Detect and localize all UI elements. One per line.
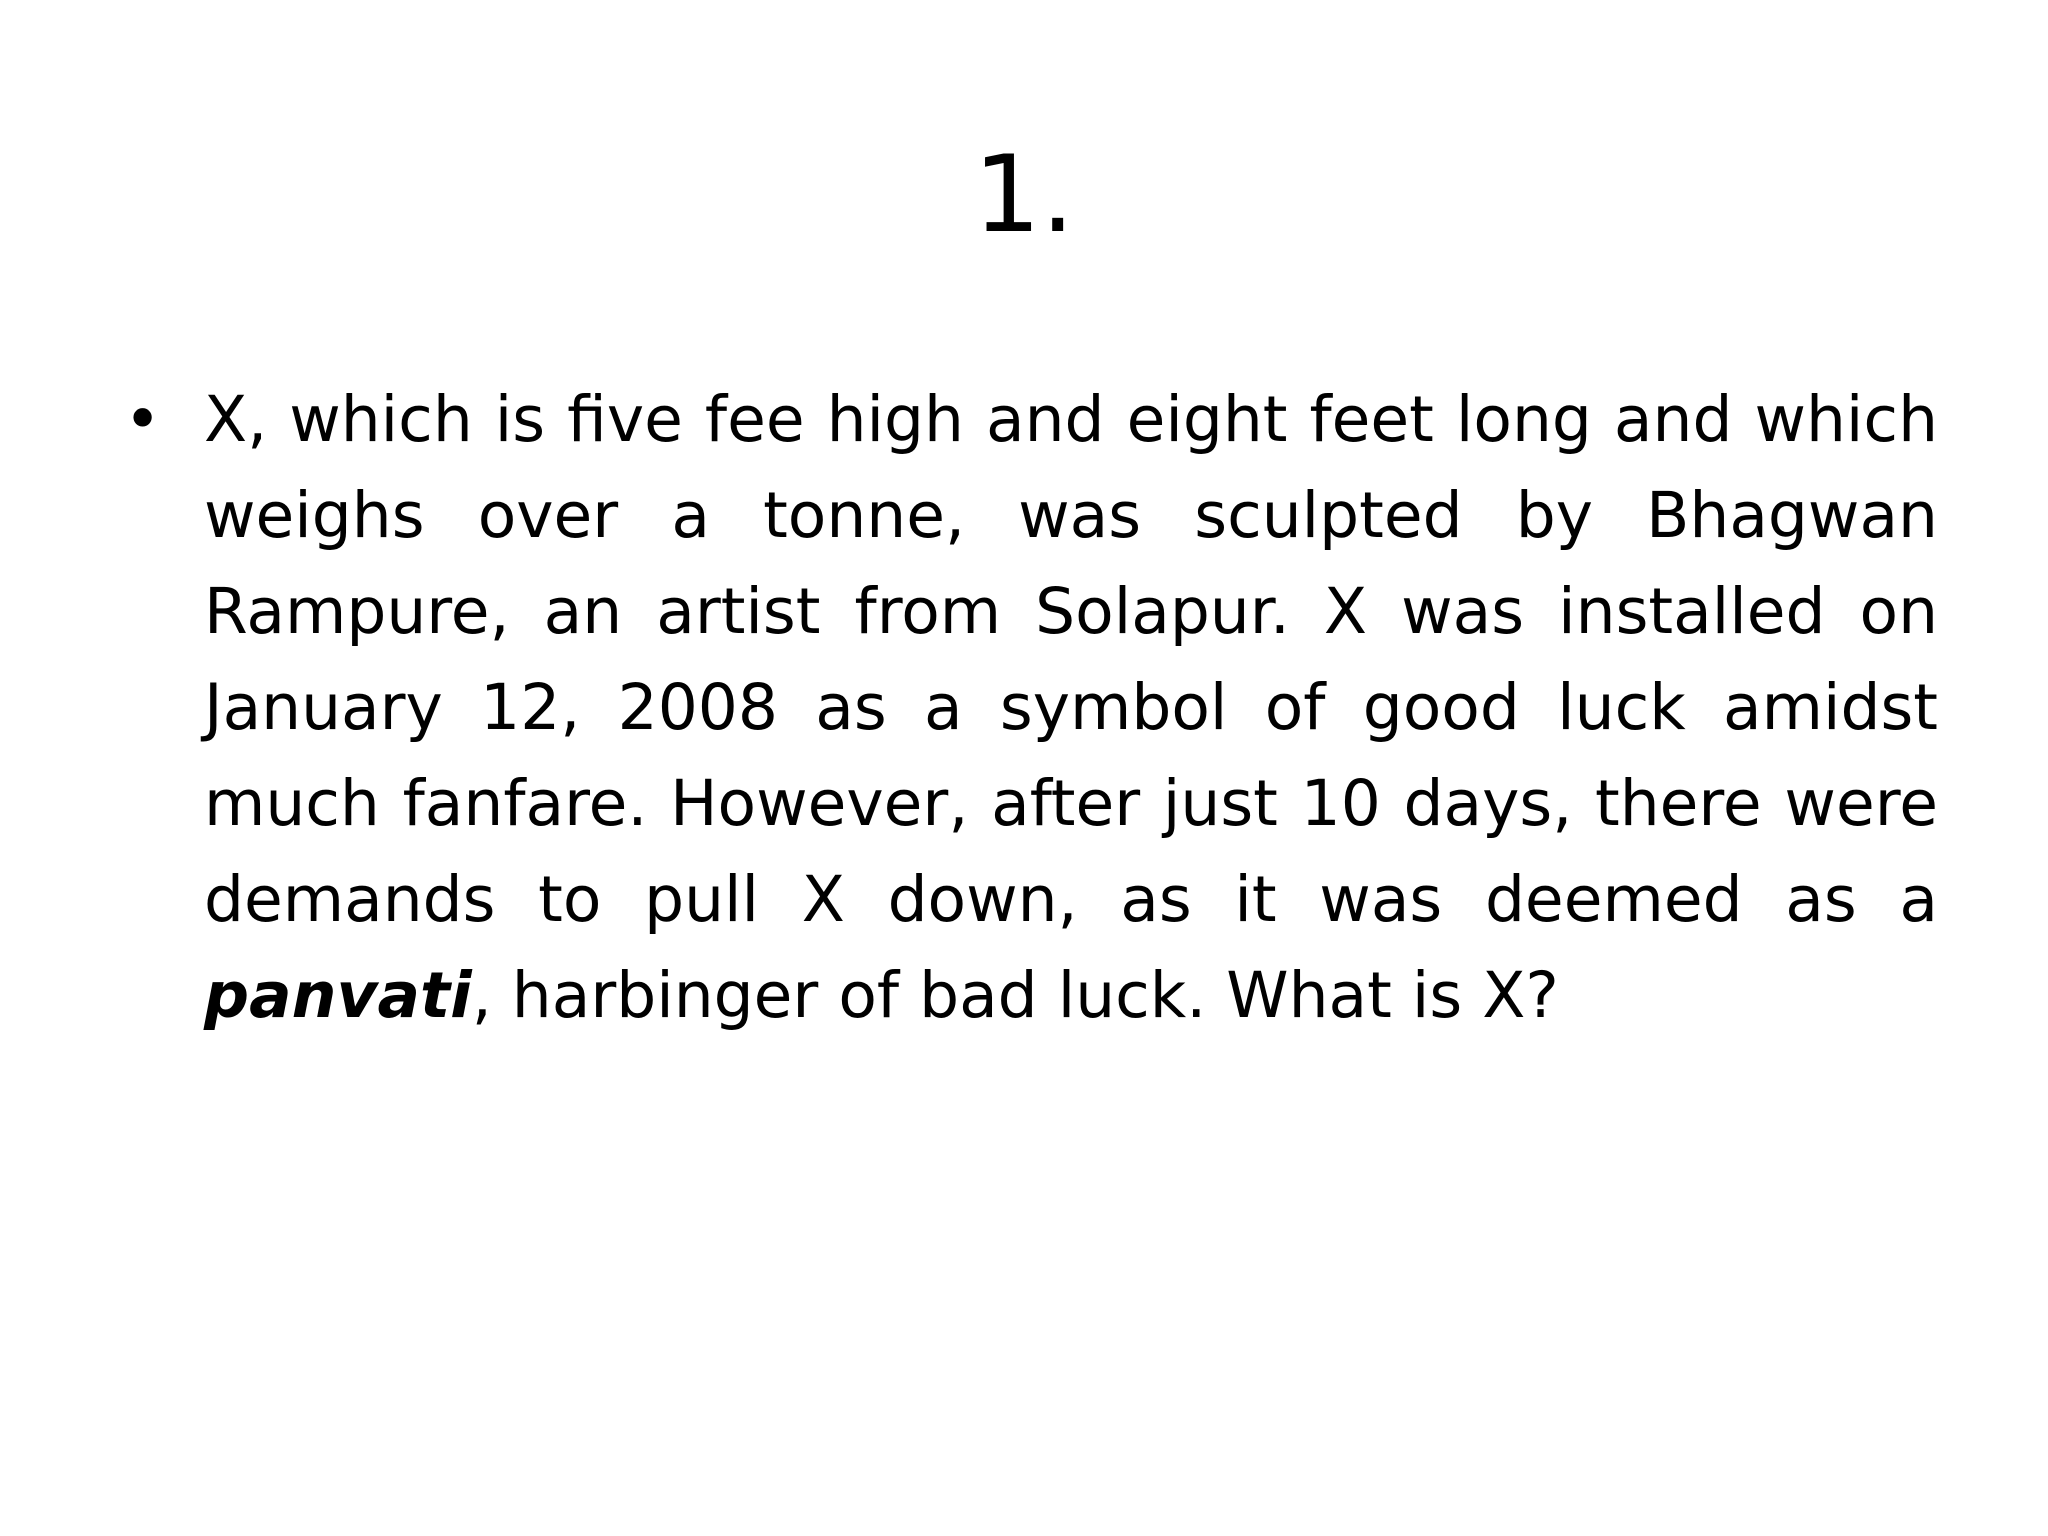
slide-title: 1. xyxy=(973,133,1075,256)
question-text-after: , harbinger of bad luck. What is X? xyxy=(471,959,1559,1032)
bullet-list xyxy=(118,372,1938,1044)
question-text-before: X, which is five fee high and eight feet long and which weighs over a tonne, was sculpted by Bhagwan Rampure, an artist from Solapur. X was installed on January 12, 2008 as a symbol of good luck amidst much fanfare. However, after just 10 days, there were demands to pull X down, as it was deemed as a xyxy=(204,383,1938,936)
question-emphasis: panvati xyxy=(204,959,472,1032)
bullet-icon: • xyxy=(124,383,162,456)
question-bullet xyxy=(118,372,1938,1044)
